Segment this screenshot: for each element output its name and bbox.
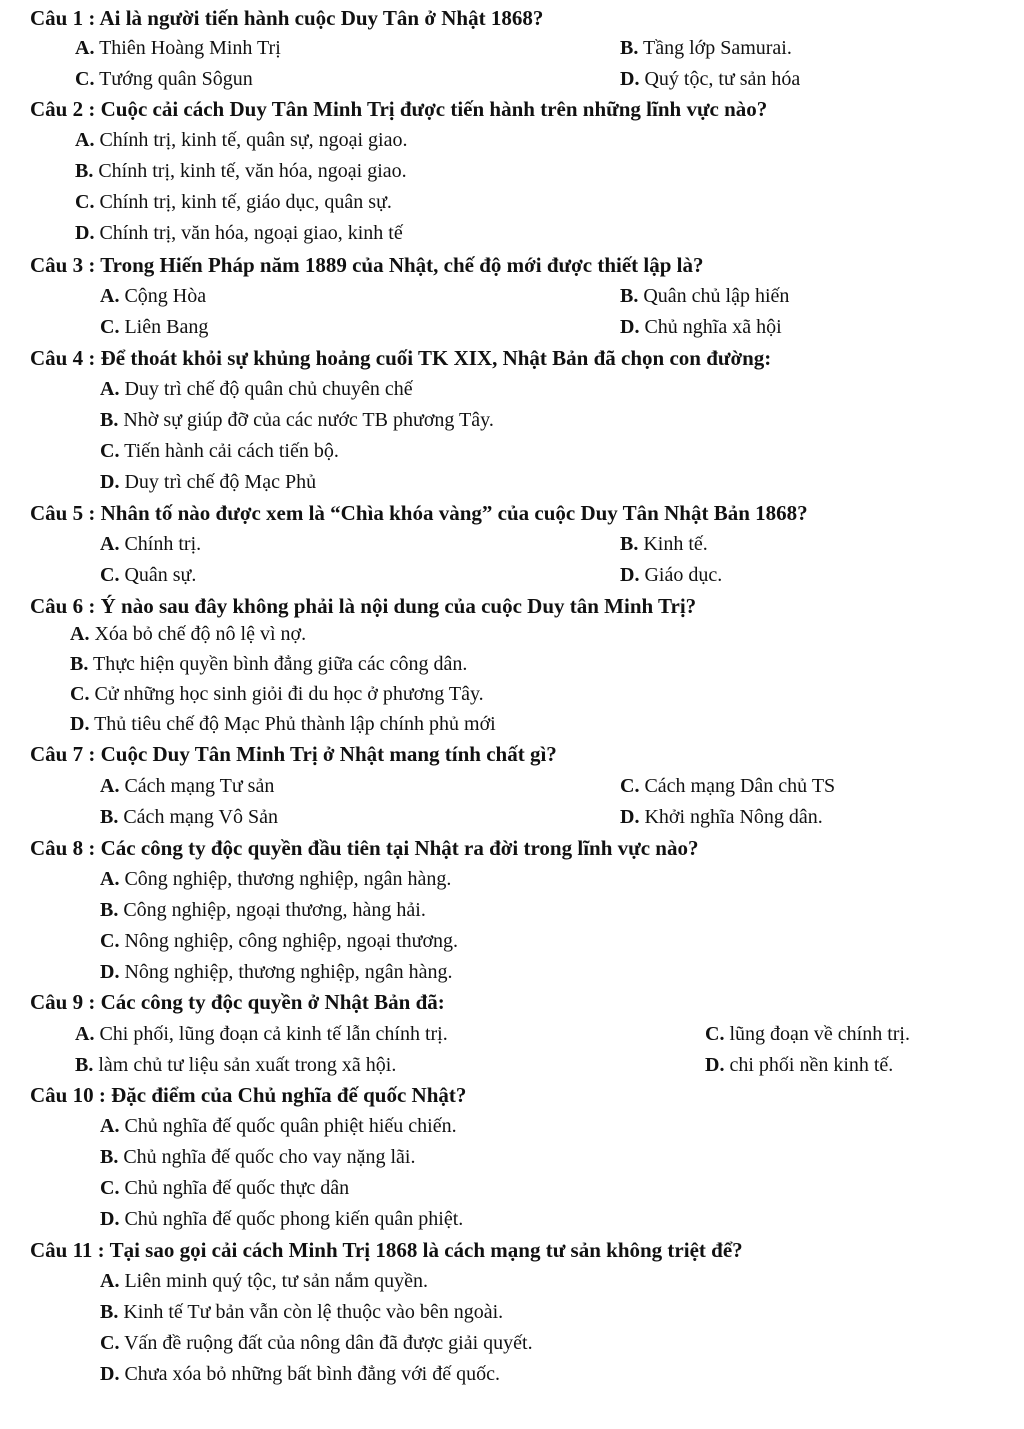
question-2-heading bbox=[30, 95, 767, 123]
question-text: Cuộc cải cách Duy Tân Minh Trị được tiến hành trên những lĩnh vực nào? bbox=[100, 97, 768, 121]
option: D. Nông nghiệp, thương nghiệp, ngân hàng. bbox=[100, 961, 453, 983]
option: B. Công nghiệp, ngoại thương, hàng hải. bbox=[100, 899, 426, 921]
option: D. Duy trì chế độ Mạc Phủ bbox=[100, 471, 317, 493]
question-number: Câu 6 : bbox=[30, 594, 96, 618]
question-5-heading bbox=[30, 499, 808, 527]
question-text: Đặc điểm của Chủ nghĩa đế quốc Nhật? bbox=[111, 1083, 467, 1107]
question-4-heading bbox=[30, 344, 771, 372]
question-7-heading bbox=[30, 740, 557, 768]
option: A. Chính trị, kinh tế, quân sự, ngoại giao. bbox=[75, 129, 408, 151]
question-8 bbox=[0, 834, 1024, 862]
question-5 bbox=[0, 499, 1024, 527]
question-text: Các công ty độc quyền đầu tiên tại Nhật ra đời trong lĩnh vực nào? bbox=[100, 836, 699, 860]
option: D. chi phối nền kinh tế. bbox=[705, 1054, 894, 1076]
option: C. Liên Bang bbox=[100, 316, 209, 338]
question-10 bbox=[0, 1081, 1024, 1109]
question-text: Cuộc Duy Tân Minh Trị ở Nhật mang tính chất gì? bbox=[100, 742, 557, 766]
question-1-heading bbox=[30, 4, 543, 32]
question-6-heading bbox=[30, 592, 696, 620]
option: D. Chưa xóa bỏ những bất bình đẳng với đế quốc. bbox=[100, 1363, 500, 1385]
question-text: Để thoát khỏi sự khủng hoảng cuối TK XIX, Nhật Bản đã chọn con đường: bbox=[100, 346, 772, 370]
question-text: Các công ty độc quyền ở Nhật Bản đã: bbox=[100, 990, 445, 1014]
question-number: Câu 2 : bbox=[30, 97, 96, 121]
option: C. Tiến hành cải cách tiến bộ. bbox=[100, 440, 339, 462]
option: D. Khởi nghĩa Nông dân. bbox=[620, 806, 823, 828]
option: B. Kinh tế. bbox=[620, 533, 708, 555]
question-9 bbox=[0, 988, 1024, 1016]
option: C. Chủ nghĩa đế quốc thực dân bbox=[100, 1177, 350, 1199]
option: D. Quý tộc, tư sản hóa bbox=[620, 68, 801, 90]
question-7 bbox=[0, 740, 1024, 768]
option: D. Chủ nghĩa xã hội bbox=[620, 316, 782, 338]
option: B. Tầng lớp Samurai. bbox=[620, 37, 792, 59]
option: D. Chính trị, văn hóa, ngoại giao, kinh tế bbox=[75, 222, 403, 244]
option: A. Duy trì chế độ quân chủ chuyên chế bbox=[100, 378, 413, 400]
option: B. Cách mạng Vô Sản bbox=[100, 806, 278, 828]
option: A. Cộng Hòa bbox=[100, 285, 207, 307]
question-10-heading bbox=[30, 1081, 466, 1109]
question-number: Câu 9 : bbox=[30, 990, 96, 1014]
option: C. Nông nghiệp, công nghiệp, ngoại thương. bbox=[100, 930, 459, 952]
question-11-heading bbox=[30, 1236, 743, 1264]
option: B. Chính trị, kinh tế, văn hóa, ngoại giao. bbox=[75, 160, 407, 182]
option: A. Chi phối, lũng đoạn cả kinh tế lẫn chính trị. bbox=[75, 1023, 448, 1045]
option: B. Kinh tế Tư bản vẫn còn lệ thuộc vào bên ngoài. bbox=[100, 1301, 504, 1323]
option: D. Thủ tiêu chế độ Mạc Phủ thành lập chính phủ mới bbox=[70, 713, 496, 735]
option: A. Chủ nghĩa đế quốc quân phiệt hiếu chiến. bbox=[100, 1115, 457, 1137]
question-8-heading bbox=[30, 834, 699, 862]
option: A. Chính trị. bbox=[100, 533, 202, 555]
question-text: Ai là người tiến hành cuộc Duy Tân ở Nhật 1868? bbox=[99, 6, 544, 30]
question-3-heading bbox=[30, 251, 704, 279]
option: A. Công nghiệp, thương nghiệp, ngân hàng. bbox=[100, 868, 452, 890]
option: A. Cách mạng Tư sản bbox=[100, 775, 275, 797]
option: B. Nhờ sự giúp đỡ của các nước TB phương Tây. bbox=[100, 409, 494, 431]
question-1 bbox=[0, 4, 1024, 32]
question-number: Câu 8 : bbox=[30, 836, 96, 860]
option: C. lũng đoạn về chính trị. bbox=[705, 1023, 910, 1045]
option: A. Liên minh quý tộc, tư sản nắm quyền. bbox=[100, 1270, 429, 1292]
option: C. Cử những học sinh giỏi đi du học ở phương Tây. bbox=[70, 683, 484, 705]
option: C. Tướng quân Sôgun bbox=[75, 68, 253, 90]
option: B. Quân chủ lập hiến bbox=[620, 285, 790, 307]
option: B. Thực hiện quyền bình đẳng giữa các công dân. bbox=[70, 653, 468, 675]
question-text: Tại sao gọi cải cách Minh Trị 1868 là cách mạng tư sản không triệt để? bbox=[109, 1238, 743, 1262]
question-3 bbox=[0, 251, 1024, 279]
question-4 bbox=[0, 344, 1024, 372]
question-9-heading bbox=[30, 988, 445, 1016]
question-2 bbox=[0, 95, 1024, 123]
question-text: Nhân tố nào được xem là “Chìa khóa vàng” của cuộc Duy Tân Nhật Bản 1868? bbox=[100, 501, 808, 525]
option: A. Xóa bỏ chế độ nô lệ vì nợ. bbox=[70, 623, 307, 645]
question-number: Câu 11 : bbox=[30, 1238, 105, 1262]
question-text: Trong Hiến Pháp năm 1889 của Nhật, chế độ mới được thiết lập là? bbox=[100, 253, 704, 277]
option: C. Cách mạng Dân chủ TS bbox=[620, 775, 836, 797]
question-number: Câu 5 : bbox=[30, 501, 96, 525]
option: C. Quân sự. bbox=[100, 564, 197, 586]
question-number: Câu 3 : bbox=[30, 253, 96, 277]
option: C. Chính trị, kinh tế, giáo dục, quân sự. bbox=[75, 191, 392, 213]
question-11 bbox=[0, 1236, 1024, 1264]
option: C. Vấn đề ruộng đất của nông dân đã được giải quyết. bbox=[100, 1332, 533, 1354]
option: B. Chủ nghĩa đế quốc cho vay nặng lãi. bbox=[100, 1146, 416, 1168]
question-number: Câu 1 : bbox=[30, 6, 96, 30]
question-6 bbox=[0, 592, 1024, 620]
question-number: Câu 7 : bbox=[30, 742, 96, 766]
option: A. Thiên Hoàng Minh Trị bbox=[75, 37, 281, 59]
question-text: Ý nào sau đây không phải là nội dung của cuộc Duy tân Minh Trị? bbox=[100, 594, 697, 618]
question-number: Câu 10 : bbox=[30, 1083, 106, 1107]
option: B. làm chủ tư liệu sản xuất trong xã hội. bbox=[75, 1054, 397, 1076]
option: D. Chủ nghĩa đế quốc phong kiến quân phiệt. bbox=[100, 1208, 464, 1230]
question-number: Câu 4 : bbox=[30, 346, 96, 370]
option: D. Giáo dục. bbox=[620, 564, 723, 586]
